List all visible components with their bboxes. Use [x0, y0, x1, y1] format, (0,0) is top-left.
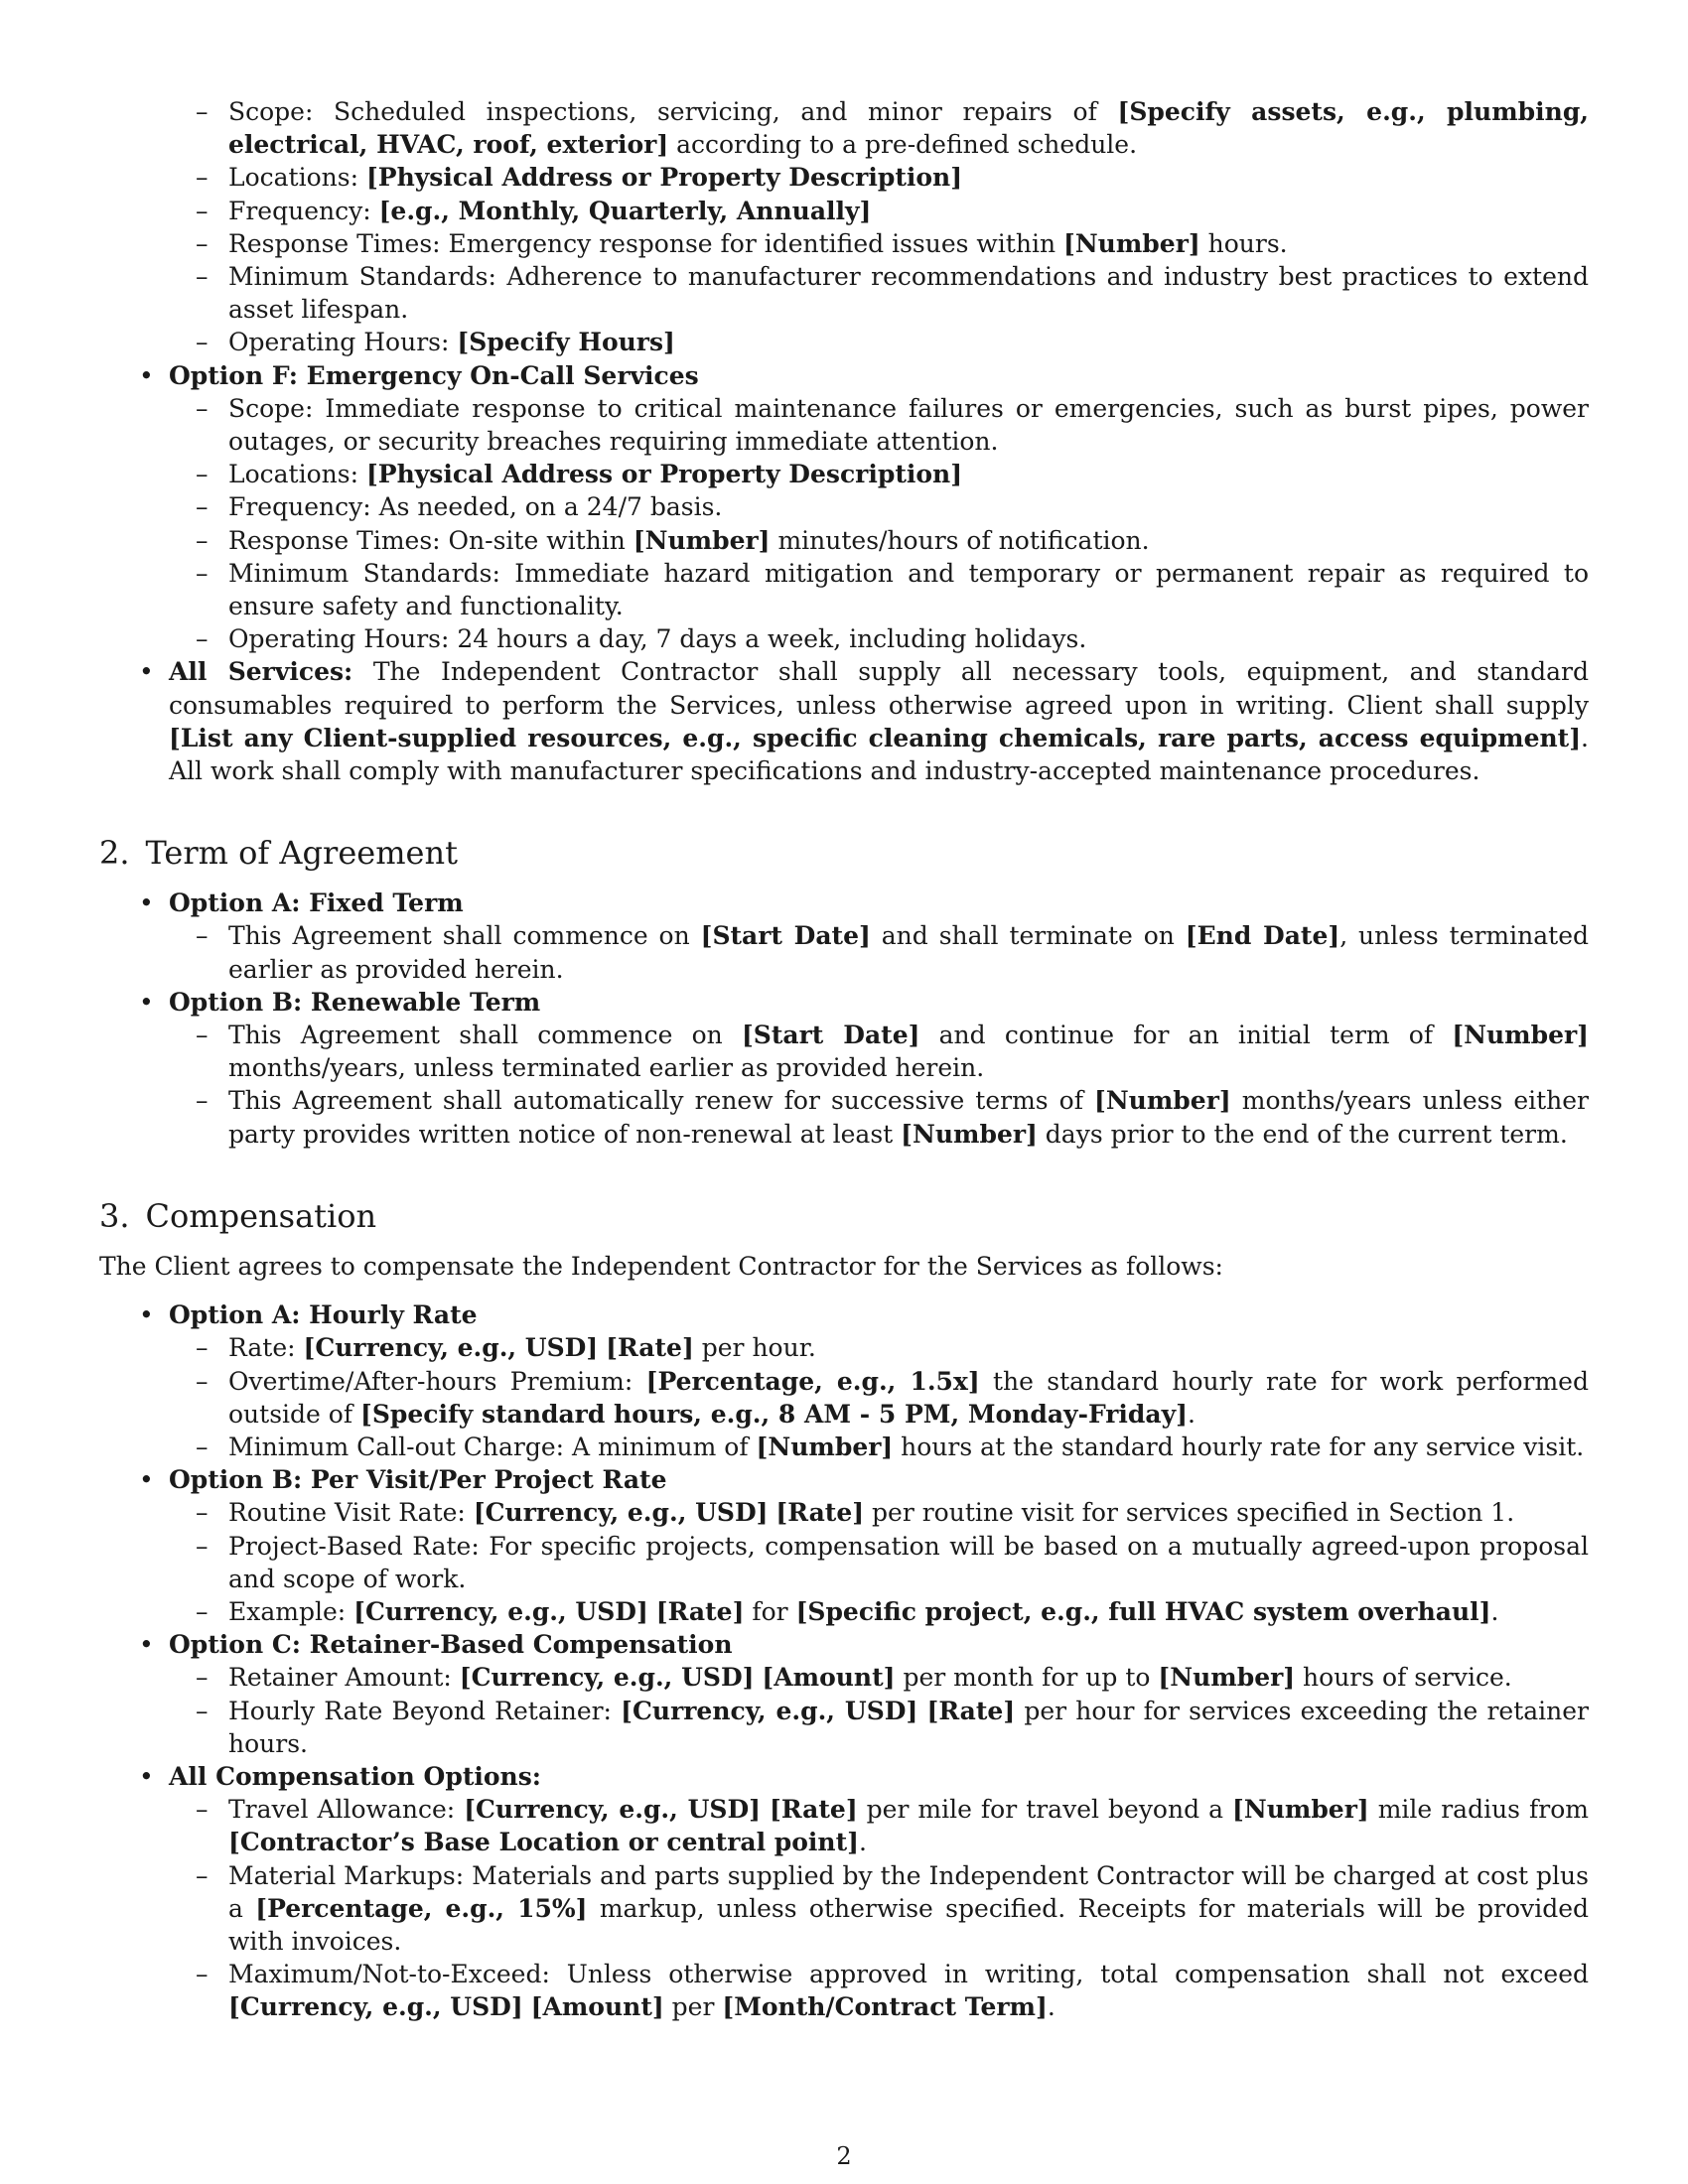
term-options-list: [99, 887, 1589, 1151]
sub-item-f-frequency: [228, 490, 1589, 523]
all-services-paragraph: [169, 655, 1589, 787]
text-run: Frequency:: [228, 196, 379, 225]
section-3-title: Compensation: [145, 1196, 377, 1235]
section-2-title: Term of Agreement: [145, 834, 458, 873]
option-title: Option B: Renewable Term: [169, 987, 541, 1017]
placeholder-field: [Number]: [1094, 1086, 1231, 1116]
sub-item-e-response: [228, 227, 1589, 260]
placeholder-field: [Amount]: [762, 1663, 896, 1693]
placeholder-field: [Number]: [1158, 1663, 1296, 1693]
section-3-heading: [99, 1196, 1589, 1236]
text-run: Scope: Scheduled inspections, servicing, and minor repairs of: [228, 97, 1118, 126]
text-run: Response Times: On-site within: [228, 525, 633, 555]
services-options-list: [99, 359, 1589, 656]
text-run: and shall terminate on: [870, 921, 1186, 951]
sub-item-comp-a-1: [228, 1331, 1589, 1364]
placeholder-field: [Specify Hours]: [457, 328, 675, 357]
sub-item-comp-b-3: [228, 1595, 1589, 1628]
option-title: Option F: Emergency On-Call Services: [169, 360, 699, 390]
sub-item-comp-a-3: [228, 1431, 1589, 1463]
placeholder-field: [Physical Address or Property Description]: [365, 163, 963, 193]
placeholder-field: [Number]: [1063, 228, 1200, 258]
placeholder-field: [Specify standard hours, e.g., 8 AM - 5 PM, Monday-Friday]: [360, 1399, 1188, 1429]
text-run: .: [1187, 1399, 1196, 1429]
placeholder-field: [Percentage, e.g., 15%]: [255, 1893, 588, 1923]
text-run: Locations:: [228, 460, 366, 489]
text-run: Routine Visit Rate:: [228, 1498, 474, 1528]
text-run: minutes/hours of notification.: [770, 525, 1150, 555]
option-comp-b: [169, 1463, 1589, 1628]
text-run: according to a pre-defined schedule.: [668, 130, 1138, 160]
sub-item-e-hours: [228, 326, 1589, 358]
text-run: This Agreement shall commence on: [228, 1021, 742, 1050]
placeholder-field: [Rate]: [775, 1498, 865, 1528]
sub-item-e-locations: [228, 161, 1589, 194]
placeholder-field: [Percentage, e.g., 1.5x]: [645, 1366, 980, 1396]
text-run: months/years unless either party provides written notice of non-renewal at least: [228, 1086, 1590, 1149]
placeholder-field: [Rate]: [926, 1696, 1016, 1725]
placeholder-field: [Number]: [901, 1119, 1038, 1149]
text-run: Overtime/After-hours Premium:: [228, 1366, 646, 1396]
sub-item-f-response: [228, 524, 1589, 557]
sub-item-f-locations: [228, 458, 1589, 490]
text-run: months/years, unless terminated earlier as provided herein.: [228, 1053, 985, 1083]
text-run: mile radius from: [1368, 1795, 1589, 1825]
sub-item-f-scope: [228, 392, 1589, 458]
text-run: [648, 1597, 656, 1626]
all-services-lead: All Services:: [169, 657, 353, 687]
text-run: [523, 1992, 531, 2021]
text-run: . All work shall comply with manufacturer specifications and industry-accepted maintenance procedures.: [169, 723, 1589, 786]
option-title: Option A: Hourly Rate: [169, 1300, 478, 1330]
text-run: hours at the standard hourly rate for any service visit.: [893, 1432, 1585, 1461]
text-run: Maximum/Not-to-Exceed: Unless otherwise approved in writing, total compensation shall not exceed: [228, 1960, 1589, 1989]
option-e-continuation-list: [99, 95, 1589, 359]
option-term-b: [169, 986, 1589, 1151]
section-2-number: 2.: [99, 834, 130, 873]
option-sub-list: [169, 1661, 1589, 1760]
option-title: Option B: Per Visit/Per Project Rate: [169, 1465, 667, 1495]
text-run: Scope: Immediate response to critical maintenance failures or emergencies, such as burst pipes, power outages, or security breaches requiring immediate attention.: [228, 393, 1589, 457]
placeholder-field: [Currency, e.g., USD]: [473, 1498, 769, 1528]
sub-item-e-standards: [228, 260, 1589, 326]
option-sub-list: [169, 919, 1589, 985]
text-run: Operating Hours:: [228, 328, 458, 357]
placeholder-field: [e.g., Monthly, Quarterly, Annually]: [378, 196, 872, 225]
text-run: per: [663, 1992, 723, 2022]
placeholder-field: [Contractor’s Base Location or central point]: [228, 1828, 859, 1857]
text-run: per routine visit for services specified in Section 1.: [864, 1498, 1515, 1528]
sub-item-comp-c-2: [228, 1695, 1589, 1760]
document-page: [99, 95, 1589, 2024]
placeholder-field: [Currency, e.g., USD]: [303, 1333, 599, 1363]
text-run: Hourly Rate Beyond Retainer:: [228, 1696, 622, 1725]
text-run: Project-Based Rate: For specific projects, compensation will be based on a mutually agreed-upon proposal and scope of work.: [228, 1531, 1589, 1593]
option-sub-list: [169, 1331, 1589, 1463]
text-run: per mile for travel beyond a: [857, 1795, 1233, 1825]
text-run: Example:: [228, 1596, 354, 1626]
placeholder-field: [Physical Address or Property Description]: [365, 460, 963, 489]
sub-item-comp-b-1: [228, 1496, 1589, 1529]
sub-item-comp-b-2: [228, 1530, 1589, 1595]
text-run: Frequency: As needed, on a 24/7 basis.: [228, 492, 723, 522]
sub-item-term-b-1: [228, 1019, 1589, 1084]
text-run: Minimum Standards: Adherence to manufacturer recommendations and industry best practices to extend asset lifespan.: [228, 262, 1589, 325]
sub-item-f-hours: [228, 622, 1589, 655]
compensation-options-list: [99, 1298, 1589, 2023]
option-title: Option C: Retainer-Based Compensation: [169, 1630, 733, 1660]
option-comp-c: [169, 1628, 1589, 1760]
placeholder-field: [Currency, e.g., USD]: [459, 1663, 755, 1693]
text-run: per hour for services exceeding the retainer hours.: [228, 1696, 1590, 1758]
text-run: and continue for an initial term of: [919, 1021, 1453, 1050]
sub-item-term-a-1: [228, 919, 1589, 985]
text-run: This Agreement shall automatically renew for successive terms of: [228, 1086, 1094, 1116]
text-run: , unless terminated earlier as provided herein.: [228, 921, 1589, 984]
sub-item-comp-all-3: [228, 1958, 1589, 2023]
placeholder-field: [Amount]: [530, 1992, 664, 2022]
placeholder-field: [Rate]: [769, 1795, 858, 1825]
text-run: This Agreement shall commence on: [228, 921, 701, 951]
option-sub-list: [169, 1019, 1589, 1151]
placeholder-field: [Start Date]: [700, 921, 871, 951]
text-run: Response Times: Emergency response for identified issues within: [228, 228, 1063, 258]
text-run: Rate:: [228, 1333, 304, 1363]
placeholder-field: [Currency, e.g., USD]: [464, 1795, 761, 1825]
placeholder-field: [Number]: [756, 1432, 894, 1461]
text-run: days prior to the end of the current term.: [1037, 1119, 1568, 1149]
placeholder-field: [Specify assets, e.g., plumbing, electrical, HVAC, roof, exterior]: [228, 97, 1590, 160]
option-term-a: [169, 887, 1589, 986]
option-sub-list: [169, 392, 1589, 656]
placeholder-field: [Number]: [633, 525, 771, 555]
sub-item-f-standards: [228, 557, 1589, 622]
placeholder-field: [Currency, e.g., USD]: [353, 1596, 648, 1626]
placeholder-field: [Start Date]: [741, 1021, 920, 1050]
text-run: Locations:: [228, 163, 366, 193]
option-comp-a: [169, 1298, 1589, 1463]
text-run: for: [744, 1596, 796, 1626]
text-run: per hour.: [693, 1333, 816, 1363]
sub-item-e-scope: [228, 95, 1589, 161]
sub-item-e-frequency: [228, 195, 1589, 227]
text-run: Minimum Standards: Immediate hazard mitigation and temporary or permanent repair as required to ensure safety and functionality.: [228, 558, 1589, 621]
text-run: the standard hourly rate for work performed outside of: [228, 1366, 1589, 1429]
option-sub-list: [169, 1496, 1589, 1628]
text-run: Retainer Amount:: [228, 1663, 460, 1693]
text-run: Travel Allowance:: [228, 1795, 465, 1825]
option-title: All Compensation Options:: [169, 1761, 542, 1791]
text-run: .: [1047, 1992, 1055, 2022]
placeholder-field: [End Date]: [1185, 921, 1340, 951]
text-run: .: [858, 1828, 867, 1857]
text-run: per month for up to: [895, 1663, 1159, 1693]
placeholder-field: [Specific project, e.g., full HVAC system overhaul]: [795, 1596, 1491, 1626]
compensation-intro: The Client agrees to compensate the Independent Contractor for the Services as follows:: [99, 1251, 1223, 1281]
placeholder-field: [Month/Contract Term]: [722, 1992, 1048, 2022]
option-option-f: [169, 359, 1589, 656]
sub-item-term-b-2: [228, 1084, 1589, 1150]
text-run: markup, unless otherwise specified. Receipts for materials will be provided with invoices.: [228, 1893, 1590, 1956]
sub-item-comp-c-1: [228, 1661, 1589, 1694]
placeholder-field: [Rate]: [655, 1596, 745, 1626]
sub-item-comp-all-2: [228, 1859, 1589, 1959]
placeholder-field: [Rate]: [606, 1333, 694, 1363]
sub-item-comp-a-2: [228, 1365, 1589, 1431]
text-run: [761, 1795, 770, 1824]
placeholder-field: [Number]: [1452, 1021, 1590, 1050]
sub-item-comp-all-1: [228, 1793, 1589, 1858]
text-run: [598, 1333, 606, 1362]
placeholder-field: [Number]: [1232, 1795, 1369, 1825]
placeholder-field: [Currency, e.g., USD]: [228, 1992, 523, 2022]
text-run: Material Markups: Materials and parts supplied by the Independent Contractor will be charged at cost plus a: [228, 1860, 1589, 1923]
option-sub-list: [169, 1793, 1589, 2023]
option-comp-all: [169, 1760, 1589, 2024]
text-run: Minimum Call-out Charge: A minimum of: [228, 1432, 757, 1461]
section-2-heading: [99, 833, 1589, 873]
placeholder-field: [Currency, e.g., USD]: [621, 1696, 918, 1725]
option-title: Option A: Fixed Term: [169, 888, 464, 918]
text-run: hours of service.: [1295, 1663, 1512, 1693]
section-3-number: 3.: [99, 1196, 130, 1235]
text-run: .: [1490, 1596, 1499, 1626]
text-run: Operating Hours: 24 hours a day, 7 days a week, including holidays.: [228, 624, 1087, 654]
placeholder-field: [List any Client-supplied resources, e.g., specific cleaning chemicals, rare parts, access equipment]: [169, 723, 1582, 752]
text-run: The Independent Contractor shall supply all necessary tools, equipment, and standard consumables required to perform the Services, unless otherwise agreed upon in writing. Client shall supply: [169, 657, 1589, 720]
text-run: hours.: [1199, 228, 1288, 258]
all-services-list: [99, 655, 1589, 787]
page-number: 2: [836, 2142, 852, 2170]
